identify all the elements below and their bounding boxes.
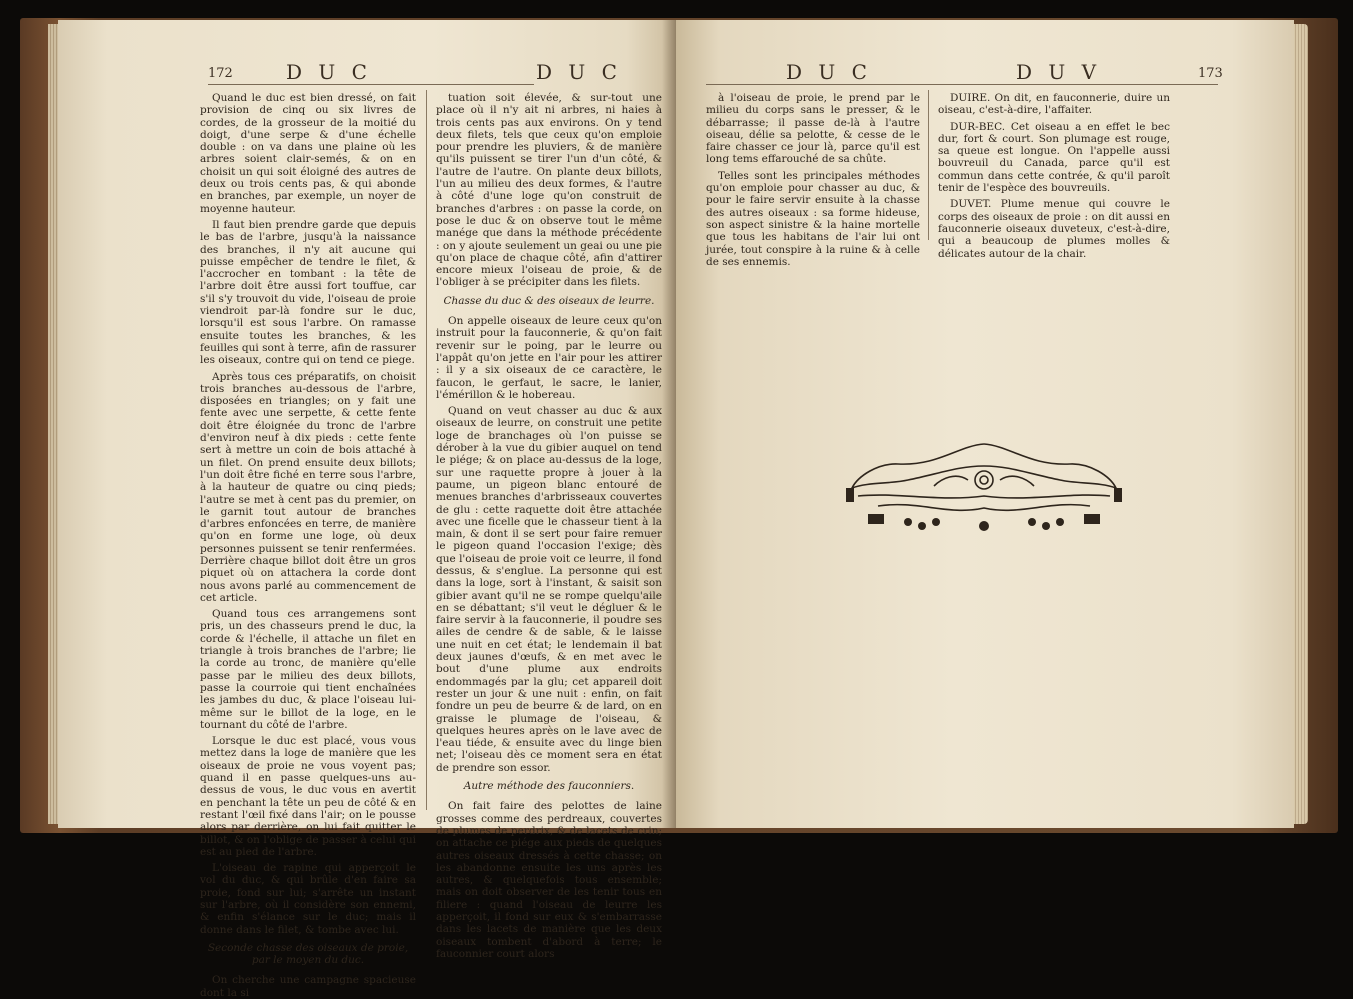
right-page [676, 20, 1294, 828]
column-divider [426, 90, 427, 810]
paragraph: tuation soit élevée, & sur-tout une place où il n'y ait ni arbres, ni haies à trois cents pas aux environs. On y tend deux filets, tels que ceux qu'on emploie pour prendre les pluviers, & de manière qu'ils puissent se tirer l'un d'un côté, & l'autre de l'autre. On plante deux billots, l'un au milieu des deux formes, & l'autre à côté d'une loge qu'on construit de branches d'arbres : on passe la corde, on pose le duc & on observe tout le même manége que dans la méthode précédente : on y ajoute seulement un geai ou une pie qu'on place de chaque côté, afin d'attirer encore mieux l'oiseau de proie, & de l'obliger à se précipiter dans les filets. [436, 92, 662, 289]
paragraph: Lorsque le duc est placé, vous vous mettez dans la loge de manière que les oiseaux de proie ne vous voyent pas; quand il en passe quelques-uns au-dessus de vous, le duc vous en avertit en penchant la tête un peu de côté & en restant l'œil fixé dans l'air; on le pousse alors par derrière, on lui fait quitter le billot, & on l'oblige de passer à celui qui est au pied de l'arbre. [200, 735, 416, 858]
paragraph: On cherche une campagne spacieuse dont la si [200, 974, 416, 999]
section-heading: Autre méthode des fauconniers. [463, 780, 635, 793]
running-header-right: D U V [1016, 60, 1102, 84]
page-number: 172 [208, 66, 233, 81]
header-rule [706, 84, 1218, 85]
paragraph: Il faut bien prendre garde que depuis le bas de l'arbre, jusqu'à la naissance des branches, il n'y ait aucune qui puisse empêcher de tendre le filet, & l'accrocher en tombant : la tête de l'arbre doit être aussi fort touffue, car s'il s'y trouvoit du vide, l'oiseau de proie viendroit par-là fondre sur le duc, lorsqu'il est sous l'arbre. On ramasse ensuite toutes les branches, & les feuilles qui sont à terre, afin de rassurer les oiseaux, contre qui on tend ce piege. [200, 218, 416, 367]
section-heading: Seconde chasse des oiseaux de proie, par le moyen du duc. [207, 941, 409, 967]
paragraph: Après tous ces préparatifs, on choisit trois branches au-dessous de l'arbre, disposées en triangles; on y fait une fente avec une serpette, & cette fente doit être éloignée du tronc de l'arbre d'environ neuf à dix pieds : cette fente sert à mettre un coin de bois attaché à un filet. On prend ensuite deux billots; l'un doit être fiché en terre sous l'arbre, à la hauteur de quatre ou cinq pieds; l'autre se met à cent pas du premier, on le garnit tout autour de branches d'arbres enfoncées en terre, de manière qu'on en forme une loge, où deux personnes puissent se tenir renfermées. Derrière chaque billot doit être un gros piquet où on attachera la corde dont nous avons parlé au commencement de cet article. [200, 370, 416, 604]
running-header-left: D U C [286, 60, 372, 84]
paragraph: On appelle oiseaux de leure ceux qu'on instruit pour la fauconnerie, & qu'on fait revenir sur le poing, par le leurre ou l'appât qu'on jette en l'air pour les attirer : il y a six oiseaux de ce caractère, le faucon, le gerfaut, le sacre, le lanier, l'émérillon & le hobereau. [436, 315, 662, 401]
paragraph: Quand tous ces arrangemens sont pris, un des chasseurs prend le duc, la corde & l'échelle, il attache un filet en triangle à trois branches de l'arbre; lie la corde au tronc, de manière qu'elle passe par le milieu des deux billots, passe la courroie qui tient enchaînées les jambes du duc, & place l'oiseau lui-même sur le billot de la loge, en le tournant du côté de l'arbre. [200, 608, 416, 731]
running-header-left: D U C [786, 60, 872, 84]
paragraph: On fait faire des pelottes de laine grosses comme des perdreaux, couvertes de plumes de perdrix, & de lacets de crin; on attache ce piége aux pieds de quelques autres oiseaux dressés à cette chasse; on les abandonne ensuite les uns après les autres, & quelquefois tous ensemble; mais on doit observer de les tenir tous en filiere : quand l'oiseau de leurre les apperçoit, il fond sur eux & s'embarrasse dans les lacets de manière que les deux oiseaux tombent d'abord à terre; le fauconnier court alors [436, 800, 663, 960]
left-page [58, 20, 676, 999]
text-column-2 [938, 92, 1170, 292]
header-rule [208, 84, 534, 85]
paragraph: L'oiseau de rapine qui apperçoit le vol du duc, & qui brûle d'en faire sa proie, fond sur lui; s'arrête un instant sur l'arbre, où il considère son ennemi, & enfin s'élance sur le duc; mais il donne dans le filet, & tombe avec lui. [200, 862, 416, 936]
text-column-1 [200, 92, 416, 999]
paragraph: DUVET. Plume menue qui couvre le corps des oiseaux de proie : on dit aussi en fauconnerie oiseaux duveteux, c'est-à-dire, qui a beaucoup de plumes molles & délicates autour de la chair. [938, 198, 1170, 260]
text-column-1 [706, 92, 920, 268]
fleuron-ornament [838, 436, 1130, 538]
paragraph: DUIRE. On dit, en fauconnerie, duire un oiseau, c'est-à-dire, l'affaiter. [938, 92, 1170, 117]
text-column-2 [436, 92, 663, 960]
paragraph: Quand on veut chasser au duc & aux oiseaux de leurre, on construit une petite loge de branchages où l'on puisse se dérober à la vue du gibier auquel on tend le piége; & on place au-dessus de la loge, sur une raquette propre à jouer à la paume, un pigeon blanc entouré de menues branches d'arbrisseaux couvertes de glu : cette raquette doit être attachée avec une ficelle que le chasseur tient à la main, & dont il se sert pour faire remuer le pigeon quand l'occasion l'exige; dès que l'oiseau de proie voit ce leurre, il fond dessus, & s'englue. La personne qui est dans la loge, sort à l'instant, & saisit son gibier avant qu'il ne se rompe quelqu'aile en se débattant; s'il veut le dégluer & le faire servir à la fauconnerie, il poudre ses ailes de cendre & de sable, & le laisse une nuit en cet état; le lendemain il bat deux jaunes d'œufs, & en met avec le bout d'une plume aux endroits endommagés par la glu; cet appareil doit rester un jour & une nuit : enfin, on fait fondre un peu de beurre & de lard, on en graisse le plumage de l'oiseau, & quelques heures après on le lave avec de l'eau tiéde, & ensuite avec du linge bien net; l'oiseau dès ce moment sera en état de prendre son essor. [436, 405, 662, 774]
section-heading: Chasse du duc & des oiseaux de leurre. [443, 294, 655, 307]
paragraph: Telles sont les principales méthodes qu'on emploie pour chasser au duc, & pour le faire servir ensuite à la chasse des autres oiseaux : sa forme hideuse, son aspect sinistre & la haine mortelle que tous les habitans de l'air lui ont jurée, tout conspire à la ruine & à celle de ses ennemis. [706, 169, 920, 268]
running-header-right: D U C [536, 60, 622, 84]
column-divider [928, 90, 929, 240]
paragraph: à l'oiseau de proie, le prend par le milieu du corps sans le presser, & le débarrasse; il passe de-là à l'autre oiseau, délie sa pelotte, & cesse de le faire chasser ce jour là, parce qu'il est long tems effarouché de sa chûte. [706, 92, 920, 166]
paragraph: DUR-BEC. Cet oiseau a en effet le bec dur, fort & court. Son plumage est rouge, sa queue est longue. On l'appelle aussi bouvreuil du Canada, parce qu'il est commun dans cette contrée, & qu'il paroît tenir de l'espèce des bouvreuils. [938, 120, 1170, 195]
page-number: 173 [1198, 66, 1223, 81]
paragraph: Quand le duc est bien dressé, on fait provision de cinq ou six livres de cordes, de la grosseur de la moitié du doigt, d'une serpe & d'une échelle double : on va dans une plaine où les arbres soient clair-semés, & on en choisit un qui soit éloigné des autres de deux ou trois cents pas, & qui abonde en branches, par exemple, un noyer de moyenne hauteur. [200, 92, 416, 215]
